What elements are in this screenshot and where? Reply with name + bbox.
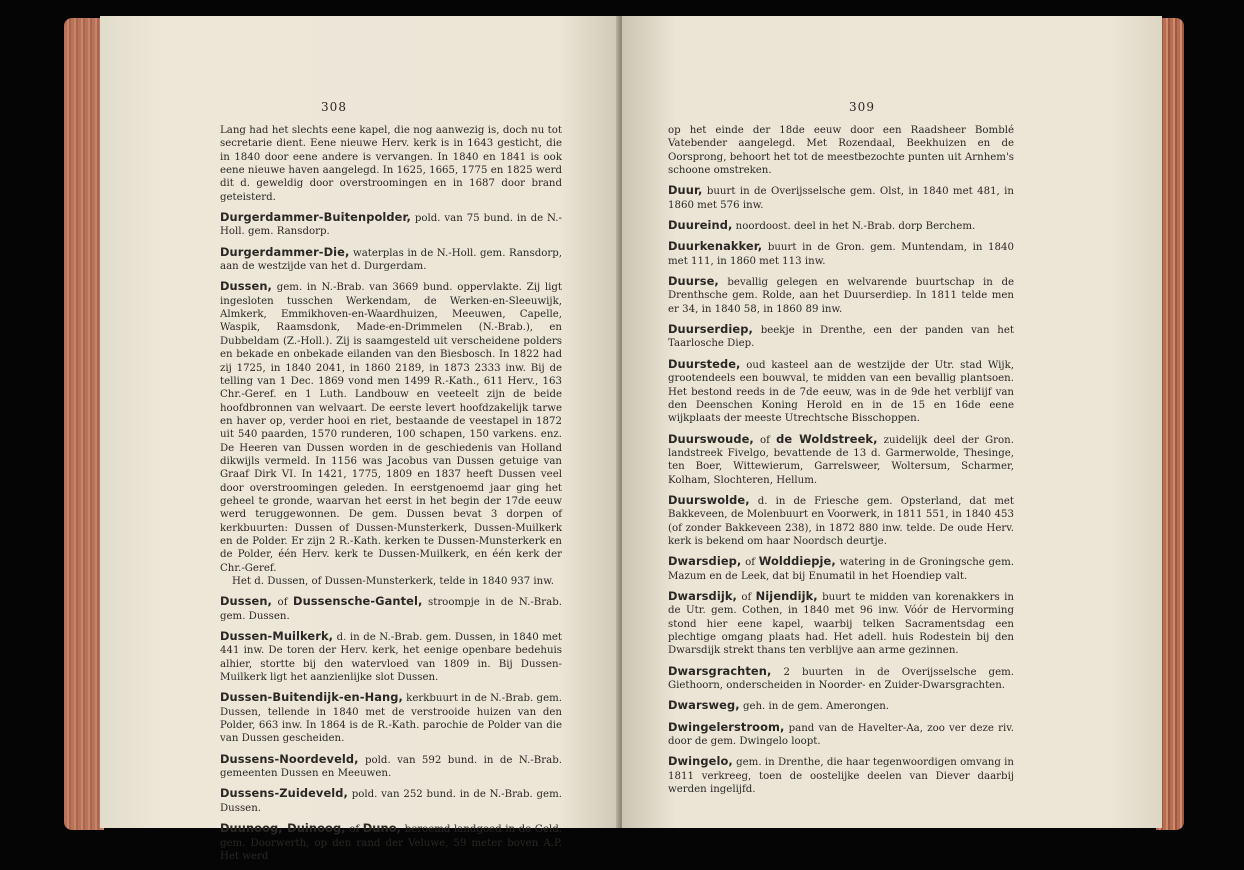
headword: Dussen-Buitendijk-en-Hang, — [220, 690, 403, 705]
entry-body: noordoost. deel in het N.-Brab. dorp Berchem. — [732, 221, 976, 233]
entry-body: pand van de Havelter-Aa, zoo ver deze riv. door de gem. Dwingelo loopt. — [668, 722, 1014, 748]
page-number: 308 — [321, 100, 347, 114]
entry-body: pold. van 592 bund. in de N.-Brab. gemeenten Dussen en Meeuwen. — [220, 754, 562, 780]
intro-paragraph: op het einde der 18de eeuw door een Raadsheer Bomblé Vatebender aangelegd. Met Rozendaal, Beekhuizen en de Oorsprong, behoort het tot de meestbezochte punten uit Arnhem's schoone omstreken. — [668, 125, 1014, 177]
entry-body: beekje in Drenthe, een der panden van het Taarlosche Diep. — [668, 325, 1014, 350]
dictionary-entry — [220, 280, 562, 588]
dictionary-entry — [668, 494, 1014, 548]
entry-body: pold. van 252 bund. in de N.-Brab. gem. Dussen. — [220, 789, 562, 814]
dictionary-entry — [668, 721, 1014, 749]
page-number: 309 — [849, 100, 875, 114]
headword: Duurkenakker, — [668, 239, 763, 254]
entry-body: d. in de Friesche gem. Opsterland, dat met Bakkeveen, de Molenbuurt en Voorwerk, in 1811 551, in 1840 453 (of zonder Bakkeveen 238), in 1872 880 inw. telde. De oude Herv. kerk is bekend om haar Noordsch deurtje. — [668, 495, 1014, 547]
dictionary-entry — [220, 246, 562, 274]
entry-body: waterplas in de N.-Holl. gem. Ransdorp, aan de westzijde van het d. Durgerdam. — [220, 247, 562, 273]
open-book — [64, 10, 1184, 862]
entry-body: d. in de N.-Brab. gem. Dussen, in 1840 met 441 inw. De toren der Herv. kerk, het eenige openbare bedehuis alhier, stortte bij den watervloed van 1809 in. Bij Dussen-Muilkerk ligt het aanzienlijke slot Dussen. — [220, 632, 562, 684]
entry-body: kerkbuurt in de N.-Brab. gem. Dussen, tellende in 1840 met de verstrooide huizen van den Polder, 663 inw. In 1864 is de R.-Kath. parochie de Polder van die van Dussen gescheiden. — [220, 693, 562, 745]
headword: Dussen, — [220, 279, 272, 294]
headword: Dwarsweg, — [668, 698, 740, 713]
headword-variant: Dussensche-Gantel, — [293, 594, 423, 609]
headword: Duurstede, — [668, 356, 741, 371]
headword: Dussen-Muilkerk, — [220, 629, 334, 644]
dictionary-entry — [220, 753, 562, 781]
dictionary-entry — [668, 590, 1014, 658]
entry-body: bevallig gelegen en welvarende buurtschap in de Drenthsche gem. Rolde, aan het Duurserdiep. In 1811 telde men er 34, in 1840 58, in 1860 89 inw. — [668, 277, 1014, 315]
entry-body: zuidelijk deel der Gron. landstreek Fivelgo, bevattende de 13 d. Garmerwolde, Thesinge, ten Boer, Wittewierum, Garrelsweer, Woltersum, Scharmer, Kolham, Slochteren, Hellum. — [668, 434, 1014, 486]
headword: Dwingelerstroom, — [668, 719, 785, 734]
headword: Dwingelo, — [668, 754, 733, 769]
dictionary-entry — [668, 275, 1014, 316]
connector: of — [736, 591, 756, 603]
entry-body: buurt in de Overijsselsche gem. Olst, in 1840 met 481, in 1860 met 576 inw. — [668, 186, 1014, 211]
headword: Durgerdammer-Buitenpolder, — [220, 210, 411, 225]
headword: Duunoog, Duinoog, — [220, 821, 346, 836]
dictionary-entry — [220, 787, 562, 815]
dictionary-entry — [220, 822, 562, 863]
dictionary-entry — [668, 240, 1014, 268]
entry-body: buurt in de Gron. gem. Muntendam, in 1840 met 111, in 1860 met 113 inw. — [668, 242, 1014, 267]
entry-body: 2 buurten in de Overijsselsche gem. Giethoorn, onderscheiden in Noorder- en Zuider-Dwarsgrachten. — [668, 666, 1014, 692]
entry-body: stroompje in de N.-Brab. gem. Dussen. — [220, 597, 562, 622]
dictionary-entry — [668, 433, 1014, 487]
headword: Dwarsdijk, — [668, 588, 737, 603]
headword: Dwarsgrachten, — [668, 663, 772, 678]
page-edges-left — [64, 18, 104, 830]
dictionary-entry — [668, 699, 1014, 713]
text-column — [220, 124, 562, 870]
text-column — [668, 124, 1014, 803]
connector: of — [345, 824, 363, 836]
headword: Dwarsdiep, — [668, 554, 742, 569]
connector: of — [272, 597, 294, 609]
entry-body: geh. in de gem. Amerongen. — [739, 701, 890, 713]
headword: Duur, — [668, 183, 703, 198]
entry-body: gem. in N.-Brab. van 3669 bund. oppervlakte. Zij ligt ingesloten tusschen Werkendam, de Werken-en-Sleeuwijk, Almkerk, Emmikhoven-en-Waardhuizen, Meeuwen, Capelle, Waspik, Raamsdonk, Made-en-Drimmelen (N.-Brab.), en Dubbeldam (Z.-Holl.). Zij is saamgesteld uit verscheidene polders en bekade en onbekade eilanden van den Biesbosch. In 1822 had zij 1725, in 1840 2041, in 1860 2189, in 1873 2333 inw. Bij de telling van 1 Dec. 1869 vond men 1499 R.-Kath., 611 Herv., 163 Chr.-Geref. en 1 Luth. Landbouw en veeteelt zijn de beide hoofdbronnen van welvaart. De eerste levert hoofdzakelijk tarwe en haver op, verder hooi en riet, bestaande de veestapel in 1872 uit 540 paarden, 1570 runderen, 100 schapen, 150 varkens. enz. De Heeren van Dussen worden in de geschiedenis van Holland dikwijls vermeld. In 1156 was Jacobus van Dussen getuige van Graaf Dirk VI. In 1421, 1775, 1809 en 1837 heeft Dussen veel door overstroomingen geleden. In eerstgenoemd jaar ging het geheel te gronde, waarvan het eerst in het begin der 17de eeuw werd teruggewonnen. De gem. Dussen bevat 3 dorpen of kerkbuurten: Dussen of Dussen-Munsterkerk, Dussen-Muilkerk en de Polder. Er zijn 2 R.-Kath. kerken te Dussen-Munsterkerk en de Polder, één Herv. kerk te Dussen-Muilkerk, en één kerk der Chr.-Geref. — [220, 282, 562, 574]
dictionary-entry — [668, 219, 1014, 233]
dictionary-entry — [220, 630, 562, 684]
headword: Duurse, — [668, 274, 719, 289]
entry-body: buurt te midden van korenakkers in de Utr. gem. Cothen, in 1840 met 96 inw. Vóór de Hervorming stond hier eene kapel, waarbij telken Sacramentsdag een plechtige omgang plaats had. Het adell. huis Rodestein bij den Dwarsdijk strekt thans ten verblijve aan arme gezinnen. — [668, 591, 1014, 657]
dictionary-entry — [668, 665, 1014, 693]
entry-body: oud kasteel aan de westzijde der Utr. stad Wijk, grootendeels een bouwval, te midden van een bevallig plantsoen. Het bestond reeds in de 7de eeuw, was in de 9de het verblijf van den Deenschen Koning Herold en in de 15 en 16de eene wijkplaats der meeste Utrechtsche Bisschoppen. — [668, 359, 1014, 425]
headword-variant: Nijendijk, — [755, 588, 818, 603]
entry-body: watering in de Groningsche gem. Mazum en de Leek, dat bij Enumatil in het Hoendiep valt. — [668, 557, 1014, 582]
dictionary-entry — [220, 691, 562, 745]
dictionary-entry — [668, 323, 1014, 351]
headword-variant: Wolddiepje, — [758, 554, 836, 569]
headword-variant: Duno, — [362, 821, 402, 836]
intro-paragraph: Lang had het slechts eene kapel, die nog aanwezig is, doch nu tot secretarie dient. Eene nieuwe Herv. kerk is in 1643 gesticht, die in 1840 door eene andere is vervangen. In 1840 en 1841 is ook eene nieuwe haven aangelegd. In 1625, 1665, 1775 en 1825 werd dit d. geweldig door overstroomingen en in 1687 door brand geteisterd. — [220, 125, 562, 203]
headword: Duureind, — [668, 218, 733, 233]
connector: of — [741, 557, 759, 569]
headword: Duurswolde, — [668, 492, 750, 507]
headword: Dussen, — [220, 594, 272, 609]
headword: Duurserdiep, — [668, 322, 753, 337]
entry-body: gem. in Drenthe, die haar tegenwoordigen omvang in 1811 verkreeg, toen de oostelijke deelen van Diever daarbij werden ingelijfd. — [668, 757, 1014, 796]
right-page — [622, 16, 1162, 828]
headword: Duurswoude, — [668, 431, 754, 446]
dictionary-entry — [668, 358, 1014, 426]
entry-body: pold. van 75 bund. in de N.-Holl. gem. Ransdorp. — [220, 213, 562, 238]
dictionary-entry — [668, 555, 1014, 583]
left-page — [100, 16, 620, 862]
dictionary-entry — [220, 211, 562, 239]
headword: Dussens-Zuideveld, — [220, 786, 348, 801]
headword: Dussens-Noordeveld, — [220, 751, 359, 766]
dictionary-entry — [220, 595, 562, 623]
dictionary-entry — [668, 184, 1014, 212]
connector: of — [753, 434, 777, 446]
headword: Durgerdammer-Die, — [220, 244, 350, 259]
dictionary-entry — [668, 755, 1014, 796]
headword-variant: de Woldstreek, — [776, 431, 878, 446]
entry-body: beroemd landgoed in de Geld. gem. Doorwerth, op den rand der Veluwe, 59 meter boven A.P. Het werd — [220, 824, 562, 862]
entry-continuation: Het d. Dussen, of Dussen-Munsterkerk, telde in 1840 937 inw. — [232, 576, 554, 587]
